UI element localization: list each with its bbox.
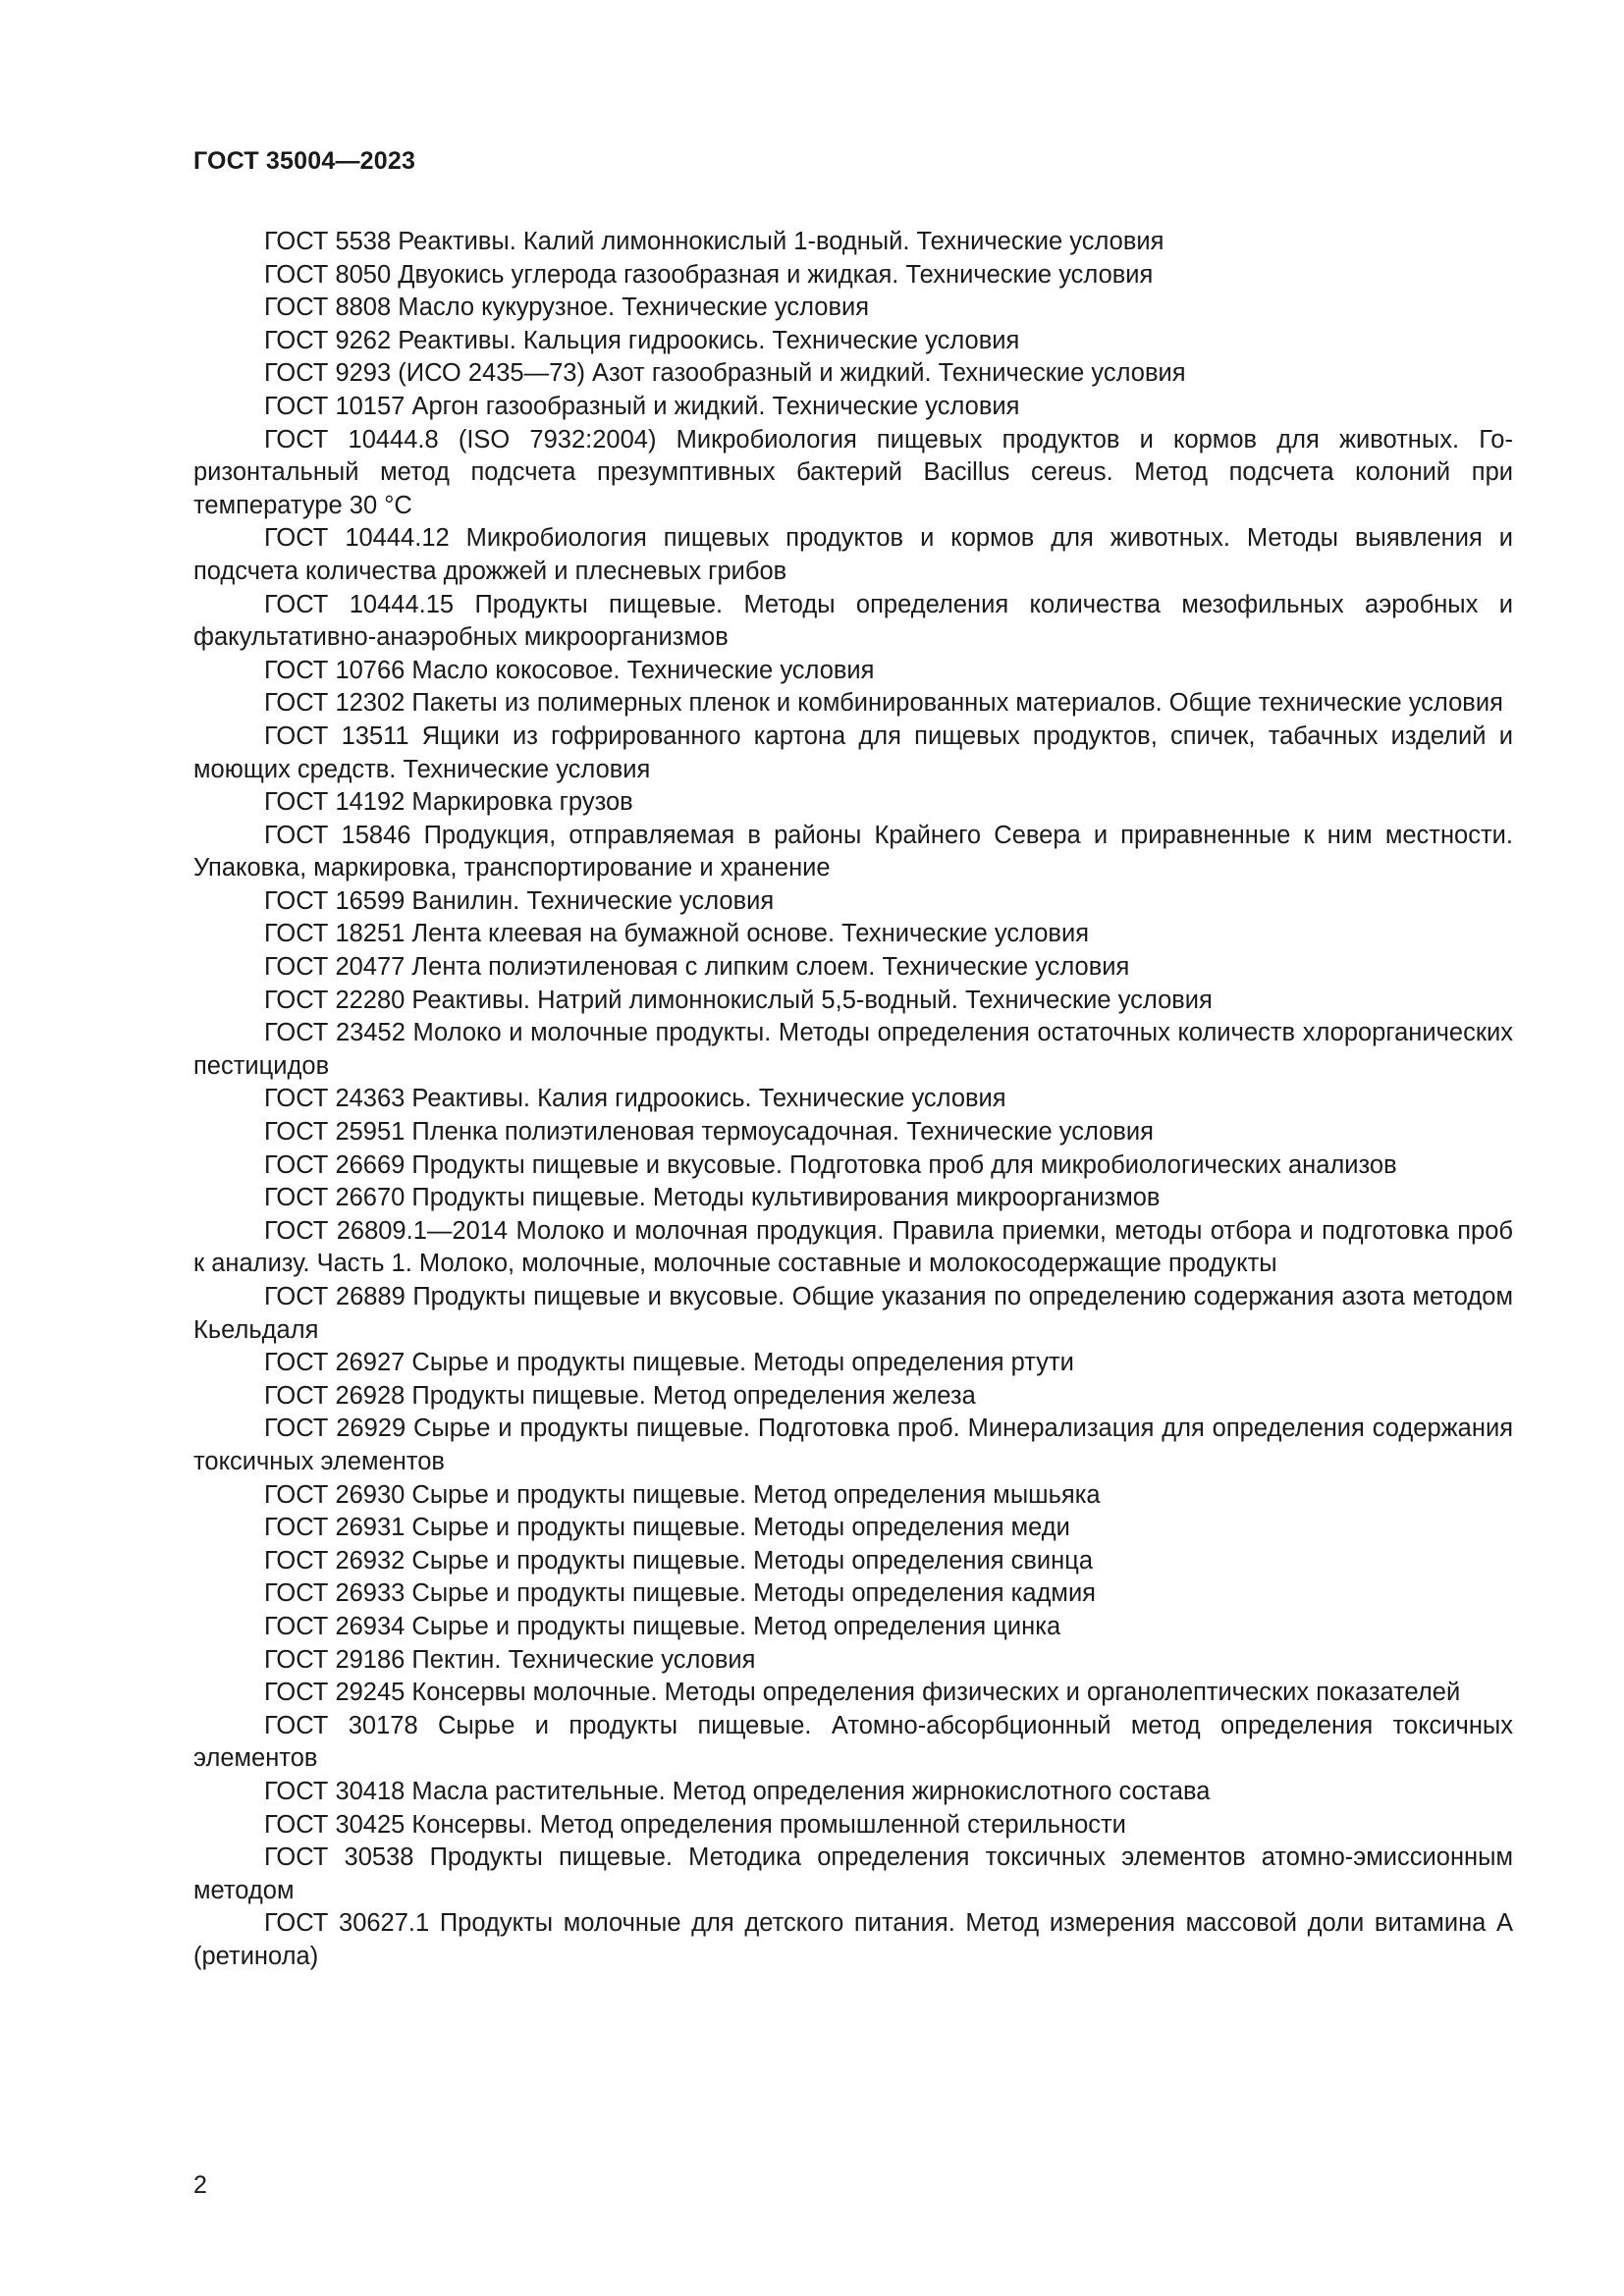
reference-item: ГОСТ 20477 Лента полиэтиленовая с липким слоем. Технические условия	[264, 953, 1130, 982]
reference-item: ГОСТ 9293 (ИСО 2435—73) Азот газообразный и жидкий. Технические условия	[264, 359, 1186, 388]
reference-item: ГОСТ 24363 Реактивы. Калия гидроокись. Технические условия	[264, 1085, 1006, 1113]
reference-item: ГОСТ 30418 Масла растительные. Метод определения жирнокислотного состава	[264, 1777, 1211, 1805]
reference-item: ГОСТ 10444.8 (ISO 7932:2004) Микробиология пищевых продуктов и кормов для животных. Горизонтальный метод подсчета презумптивных бактерий Bacillus cereus. Метод подсчета колоний при температуре 30 °С	[193, 425, 1513, 519]
reference-item: ГОСТ 15846 Продукция, отправляемая в районы Крайнего Севера и приравненные к ним местности. Упаковка, маркировка, транспортирование и хранение	[193, 821, 1513, 882]
reference-item: ГОСТ 26931 Сырье и продукты пищевые. Методы определения меди	[264, 1514, 1070, 1542]
reference-item: ГОСТ 30178 Сырье и продукты пищевые. Атомно-абсорбционный метод определения токсичных элементов	[193, 1711, 1513, 1773]
reference-item: ГОСТ 26669 Продукты пищевые и вкусовые. Подготовка проб для микробиологических анализов	[264, 1150, 1397, 1179]
reference-item: ГОСТ 9262 Реактивы. Кальция гидроокись. Технические условия	[264, 326, 1020, 354]
reference-item: ГОСТ 26930 Сырье и продукты пищевые. Метод определения мышьяка	[264, 1480, 1101, 1509]
reference-item: ГОСТ 10444.12 Микробиология пищевых продуктов и кормов для животных. Методы выявления и подсчета количества дрожжей и плесневых грибов	[193, 524, 1513, 585]
reference-item: ГОСТ 23452 Молоко и молочные продукты. Методы определения остаточных количеств хлорорганических пестицидов	[193, 1019, 1513, 1080]
reference-item: ГОСТ 30538 Продукты пищевые. Методика определения токсичных элементов атомно-эмиссионным методом	[193, 1843, 1513, 1904]
reference-item: ГОСТ 26809.1—2014 Молоко и молочная продукция. Правила приемки, методы отбора и подготовка проб к анализу. Часть 1. Молоко, молочные, молочные составные и молокосодержащие продукты	[193, 1216, 1513, 1278]
reference-item: ГОСТ 14192 Маркировка грузов	[264, 788, 633, 817]
reference-item: ГОСТ 10157 Аргон газообразный и жидкий. Технические условия	[264, 392, 1020, 420]
page-number: 2	[193, 2171, 207, 2199]
reference-item: ГОСТ 25951 Пленка полиэтиленовая термоусадочная. Технические условия	[264, 1118, 1154, 1147]
reference-item: ГОСТ 13511 Ящики из гофрированного картона для пищевых продуктов, спичек, табачных изделий и моющих средств. Технические условия	[193, 721, 1513, 783]
reference-item: ГОСТ 29245 Консервы молочные. Методы определения физических и органолептических показателей	[264, 1679, 1461, 1707]
reference-item: ГОСТ 30627.1 Продукты молочные для детского питания. Метод измерения массовой доли витамина А (ретинола)	[193, 1909, 1513, 1970]
reference-item: ГОСТ 26927 Сырье и продукты пищевые. Методы определения ртути	[264, 1349, 1074, 1377]
reference-item: ГОСТ 8808 Масло кукурузное. Технические условия	[264, 294, 870, 322]
reference-item: ГОСТ 10766 Масло кокосовое. Технические условия	[264, 656, 875, 684]
reference-item: ГОСТ 26934 Сырье и продукты пищевые. Метод определения цинка	[264, 1612, 1061, 1640]
reference-item: ГОСТ 26889 Продукты пищевые и вкусовые. Общие указания по определению содержания азота методом Кьельдаля	[193, 1283, 1513, 1344]
reference-item: ГОСТ 16599 Ванилин. Технические условия	[264, 886, 775, 915]
reference-item: ГОСТ 18251 Лента клеевая на бумажной основе. Технические условия	[264, 920, 1090, 948]
document-header-title: ГОСТ 35004—2023	[193, 147, 416, 175]
reference-item: ГОСТ 8050 Двуокись углерода газообразная и жидкая. Технические условия	[264, 260, 1154, 289]
reference-item: ГОСТ 12302 Пакеты из полимерных пленок и комбинированных материалов. Общие технические условия	[264, 689, 1503, 718]
reference-item: ГОСТ 26928 Продукты пищевые. Метод определения железа	[264, 1381, 976, 1410]
reference-item: ГОСТ 26670 Продукты пищевые. Методы культивирования микроорганизмов	[264, 1184, 1161, 1212]
reference-item: ГОСТ 5538 Реактивы. Калий лимоннокислый 1-водный. Технические условия	[264, 228, 1164, 255]
normative-references-list	[193, 226, 1513, 1973]
reference-item: ГОСТ 26932 Сырье и продукты пищевые. Методы определения свинца	[264, 1546, 1094, 1575]
reference-item: ГОСТ 22280 Реактивы. Натрий лимоннокислый 5,5-водный. Технические условия	[264, 986, 1213, 1014]
reference-item: ГОСТ 26929 Сырье и продукты пищевые. Подготовка проб. Минерализация для определения содержания токсичных элементов	[193, 1415, 1513, 1475]
reference-item: ГОСТ 10444.15 Продукты пищевые. Методы определения количества мезофильных аэробных и факультативно-анаэробных микроорганизмов	[193, 590, 1513, 652]
reference-item: ГОСТ 30425 Консервы. Метод определения промышленной стерильности	[264, 1810, 1126, 1839]
reference-item: ГОСТ 26933 Сырье и продукты пищевые. Методы определения кадмия	[264, 1579, 1096, 1608]
reference-item: ГОСТ 29186 Пектин. Технические условия	[264, 1645, 756, 1674]
